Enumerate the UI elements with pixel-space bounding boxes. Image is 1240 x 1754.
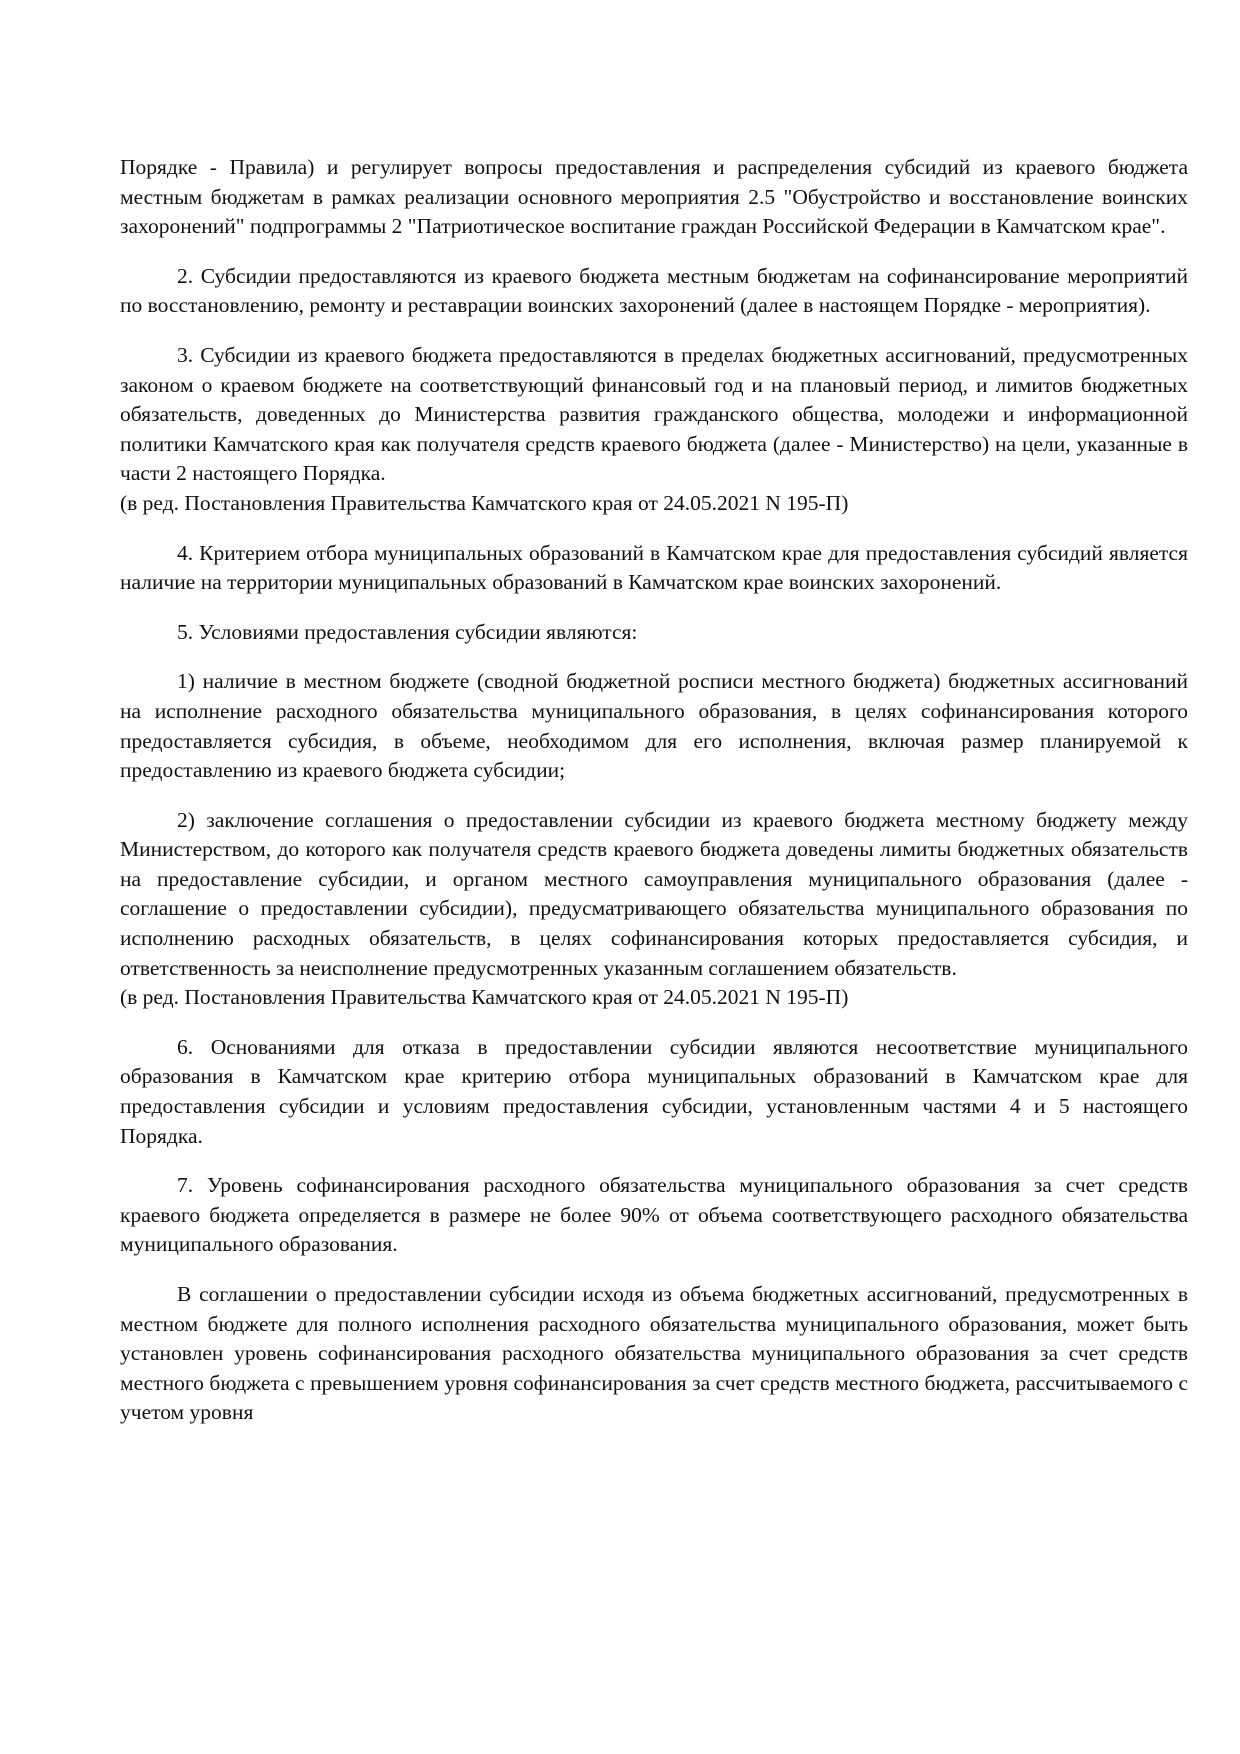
paragraph-2: 2. Субсидии предоставляются из краевого бюджета местным бюджетам на софинансирование мероприятий по восстановлению, ремонту и реставрации воинских захоронений (далее в настоящем Порядке - мероприятия).	[120, 263, 1188, 318]
paragraph-7-continuation: В соглашении о предоставлении субсидии исходя из объема бюджетных ассигнований, предусмотренных в местном бюджете для полного исполнения расходного обязательства муниципального образования, может быть установлен уровень софинансирования расходного обязательства муниципального образования за счет средств местного бюджета с превышением уровня софинансирования за счет средств местного бюджета, рассчитываемого с учетом уровня	[120, 1282, 1188, 1425]
paragraph-4: 4. Критерием отбора муниципальных образований в Камчатском крае для предоставления субсидий является наличие на территории муниципальных образований в Камчатском крае воинских захоронений.	[120, 540, 1188, 595]
amendment-note: (в ред. Постановления Правительства Камчатского края от 24.05.2021 N 195-П)	[120, 985, 849, 1010]
paragraph-5-item-1: 1) наличие в местном бюджете (сводной бюджетной росписи местного бюджета) бюджетных ассигнований на исполнение расходного обязательства муниципального образования, в целях софинансирования которого предоставляется субсидия, в объеме, необходимом для его исполнения, включая размер планируемой к предоставлению из краевого бюджета субсидии;	[120, 669, 1188, 783]
paragraph-3: 3. Субсидии из краевого бюджета предоставляются в пределах бюджетных ассигнований, предусмотренных законом о краевом бюджете на соответствующий финансовый год и на плановый период, и лимитов бюджетных обязательств, доведенных до Министерства развития гражданского общества, молодежи и информационной политики Камчатского края как получателя средств краевого бюджета (далее - Министерство) на цели, указанные в части 2 настоящего Порядка.	[120, 342, 1188, 486]
paragraph-1-continuation: Порядке - Правила) и регулирует вопросы предоставления и распределения субсидий из краевого бюджета местным бюджетам в рамках реализации основного мероприятия 2.5 "Обустройство и восстановление воинских захоронений" подпрограммы 2 "Патриотическое воспитание граждан Российской Федерации в Камчатском крае".	[120, 155, 1188, 239]
paragraph-5: 5. Условиями предоставления субсидии являются:	[177, 619, 638, 644]
document-page	[120, 153, 1188, 1428]
paragraph-7: 7. Уровень софинансирования расходного обязательства муниципального образования за счет средств краевого бюджета определяется в размере не более 90% от объема соответствующего расходного обязательства муниципального образования.	[120, 1173, 1188, 1257]
paragraph-5-item-2: 2) заключение соглашения о предоставлении субсидии из краевого бюджета местному бюджету между Министерством, до которого как получателя средств краевого бюджета доведены лимиты бюджетных обязательств на предоставление субсидии, и органом местного самоуправления муниципального образования (далее - соглашение о предоставлении субсидии), предусматривающего обязательства муниципального образования по исполнению расходных обязательств, в целях софинансирования которых предоставляется субсидия, и ответственность за неисполнение предусмотренных указанным соглашением обязательств.	[120, 807, 1188, 980]
amendment-note: (в ред. Постановления Правительства Камчатского края от 24.05.2021 N 195-П)	[120, 490, 849, 515]
paragraph-6: 6. Основаниями для отказа в предоставлении субсидии являются несоответствие муниципального образования в Камчатском крае критерию отбора муниципальных образований в Камчатском крае для предоставления субсидии и условиям предоставления субсидии, установленным частями 4 и 5 настоящего Порядка.	[120, 1034, 1188, 1148]
